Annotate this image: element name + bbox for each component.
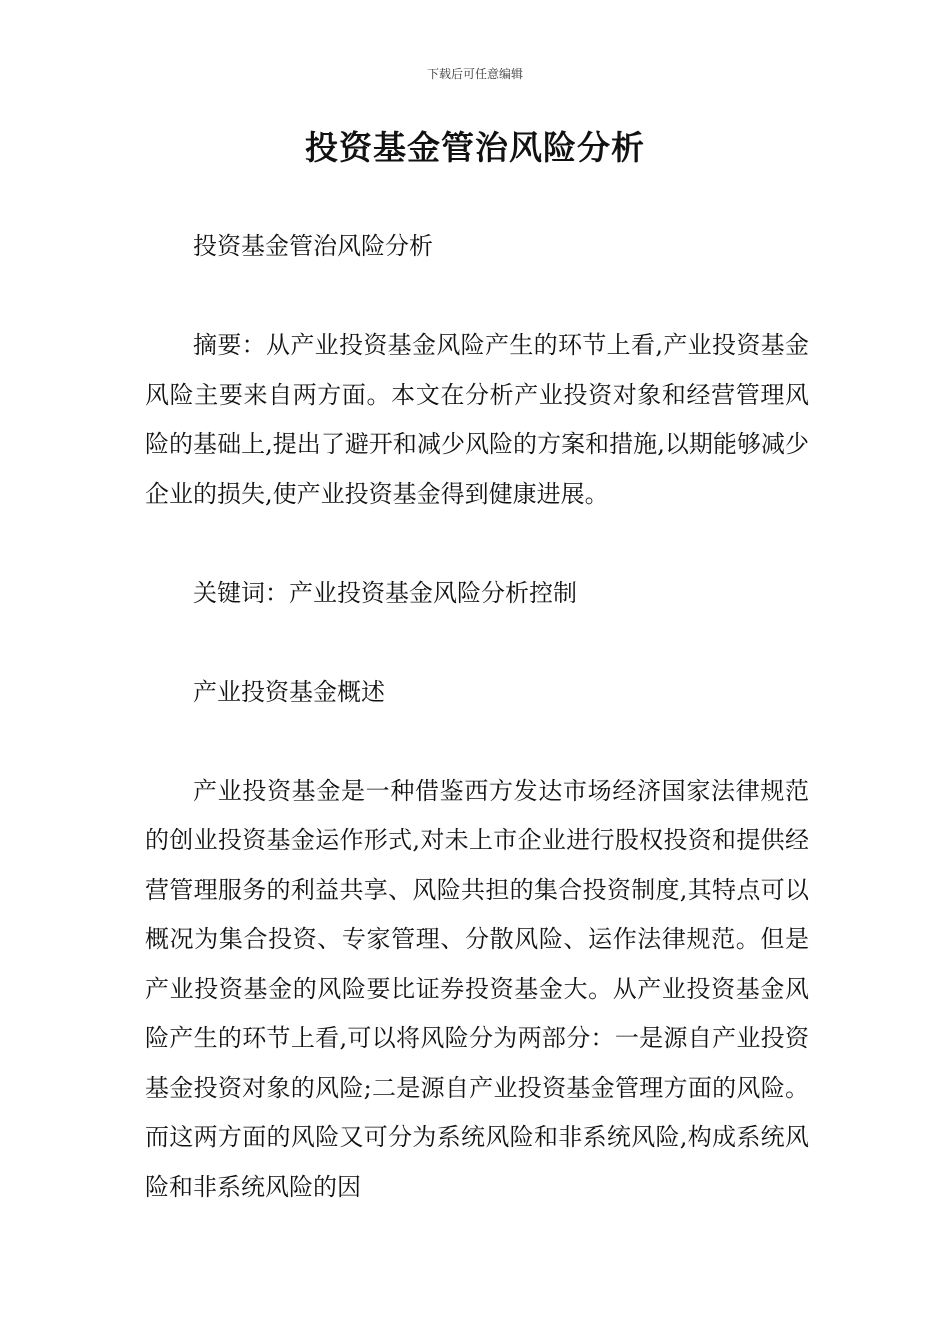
section-heading: 产业投资基金概述: [193, 677, 385, 706]
document-body: [145, 222, 809, 1212]
body-paragraph: 产业投资基金是一种借鉴西方发达市场经济国家法律规范的创业投资基金运作形式,对未上市企业进行股权投资和提供经营管理服务的利益共享、风险共担的集合投资制度,其特点可以概况为集合投资、专家管理、分散风险、运作法律规范。但是产业投资基金的风险要比证券投资基金大。从产业投资基金风险产生的环节上看,可以将风险分为两部分：一是源自产业投资基金投资对象的风险;二是源自产业投资基金管理方面的风险。而这两方面的风险又可分为系统风险和非系统风险,构成系统风险和非系统风险的因: [145, 776, 809, 1201]
abstract-paragraph: 摘要：从产业投资基金风险产生的环节上看,产业投资基金风险主要来自两方面。本文在分析产业投资对象和经营管理风险的基础上,提出了避开和减少风险的方案和措施,以期能够减少企业的损失,使产业投资基金得到健康进展。: [145, 331, 809, 508]
header-note: 下载后可任意编辑: [426, 67, 523, 81]
subtitle-paragraph: 投资基金管治风险分析: [193, 232, 433, 260]
keywords-paragraph: 关键词：产业投资基金风险分析控制: [193, 578, 577, 607]
document-title: 投资基金管治风险分析: [305, 128, 645, 167]
